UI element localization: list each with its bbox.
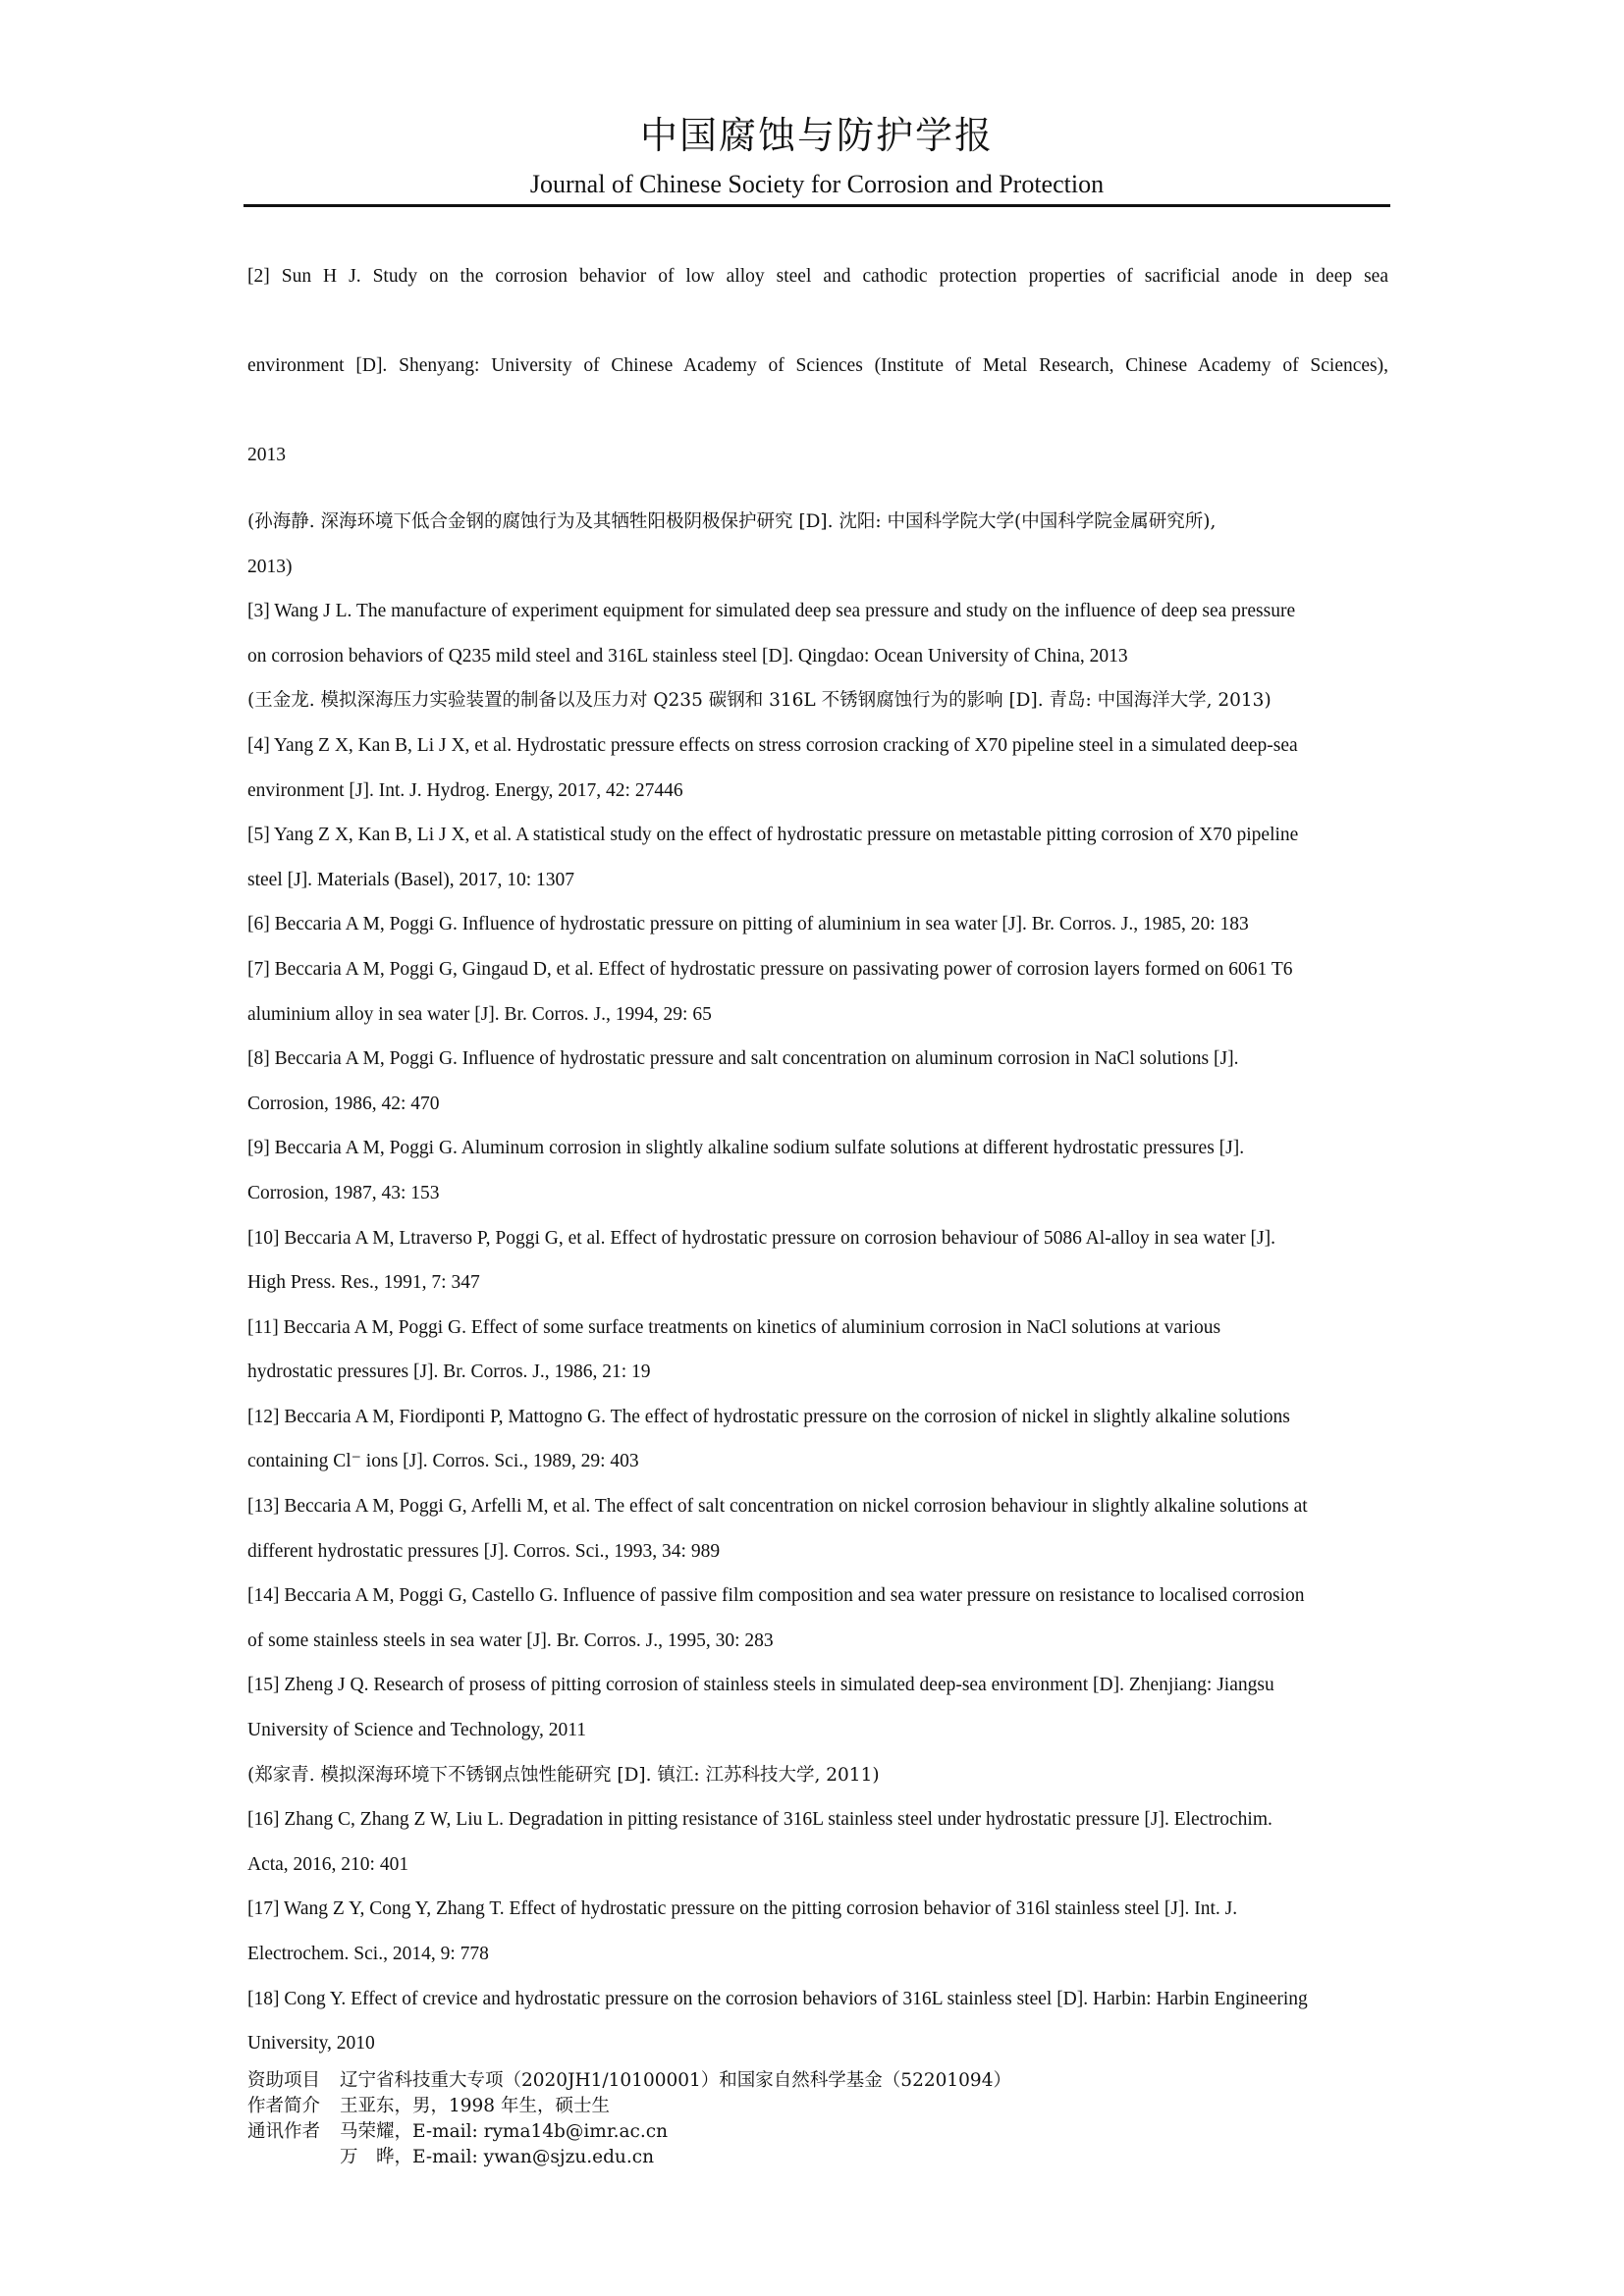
reference-list <box>247 232 1388 2066</box>
footnote-block <box>247 2068 1388 2170</box>
reference-line: [9] Beccaria A M, Poggi G. Aluminum corrosion in slightly alkaline sodium sulfate solutions at different hydrostatic pressures [J]. <box>247 1138 1245 1159</box>
reference-line: [15] Zheng J Q. Research of prosess of pitting corrosion of stainless steels in simulated deep-sea environment [D]. Zhenjiang: Jiangsu <box>247 1675 1274 1696</box>
reference-line: hydrostatic pressures [J]. Br. Corros. J., 1986, 21: 19 <box>247 1362 651 1383</box>
funding-row <box>247 2068 1388 2094</box>
reference-line: [7] Beccaria A M, Poggi G, Gingaud D, et al. Effect of hydrostatic pressure on passivating power of corrosion layers formed on 6061 T6 <box>247 958 1293 980</box>
corresponding-author-1: 马荣耀，E-mail: ryma14b@imr.ac.cn <box>340 2121 669 2142</box>
corresponding-author-2: 万 晔，E-mail: ywan@sjzu.edu.cn <box>340 2147 654 2167</box>
reference-line: of some stainless steels in sea water [J]. Br. Corros. J., 1995, 30: 283 <box>247 1629 774 1651</box>
reference-line: Corrosion, 1987, 43: 153 <box>247 1182 440 1203</box>
reference-line: steel [J]. Materials (Basel), 2017, 10: 1307 <box>247 869 575 890</box>
reference-line: [17] Wang Z Y, Cong Y, Zhang T. Effect of hydrostatic pressure on the pitting corrosion behavior of 316l stainless steel [J]. Int. J. <box>247 1898 1238 1920</box>
reference-line: Electrochem. Sci., 2014, 9: 778 <box>247 1944 489 1964</box>
author-label: 作者简介 <box>247 2096 321 2116</box>
reference-line: [11] Beccaria A M, Poggi G. Effect of some surface treatments on kinetics of aluminium corrosion in NaCl solutions at various <box>247 1316 1221 1338</box>
reference-line: environment [D]. Shenyang: University of Chinese Academy of Sciences (Institute of Metal Research, Chinese Academy of Sciences), <box>247 355 1388 376</box>
reference-line: 2013) <box>247 556 293 577</box>
reference-line: [3] Wang J L. The manufacture of experiment equipment for simulated deep sea pressure and study on the influence of deep sea pressure <box>247 601 1296 622</box>
label-spacer <box>247 2145 340 2170</box>
reference-line: on corrosion behaviors of Q235 mild steel and 316L stainless steel [D]. Qingdao: Ocean University of China, 2013 <box>247 645 1128 667</box>
reference-line: [16] Zhang C, Zhang Z W, Liu L. Degradation in pitting resistance of 316L stainless steel under hydrostatic pressure [J]. Electrochim. <box>247 1809 1272 1831</box>
reference-line: Corrosion, 1986, 42: 470 <box>247 1093 440 1114</box>
reference-line: [4] Yang Z X, Kan B, Li J X, et al. Hydrostatic pressure effects on stress corrosion cracking of X70 pipeline steel in a simulated deep-sea <box>247 734 1298 756</box>
author-row <box>247 2094 1388 2119</box>
reference-line: [8] Beccaria A M, Poggi G. Influence of hydrostatic pressure and salt concentration on aluminum corrosion in NaCl solutions [J]. <box>247 1048 1239 1070</box>
corresponding-row <box>247 2119 1388 2145</box>
reference-line: [13] Beccaria A M, Poggi G, Arfelli M, et al. The effect of salt concentration on nickel corrosion behaviour in slightly alkaline solutions at <box>247 1496 1308 1518</box>
reference-line: environment [J]. Int. J. Hydrog. Energy, 2017, 42: 27446 <box>247 779 683 801</box>
reference-line: High Press. Res., 1991, 7: 347 <box>247 1272 480 1294</box>
header-rule <box>244 204 1390 207</box>
corresponding-label: 通讯作者 <box>247 2121 321 2142</box>
journal-header <box>244 110 1390 202</box>
reference-line: [5] Yang Z X, Kan B, Li J X, et al. A statistical study on the effect of hydrostatic pressure on metastable pitting corrosion of X70 pipeline <box>247 825 1299 846</box>
funding-label: 资助项目 <box>247 2070 321 2091</box>
reference-line: [2] Sun H J. Study on the corrosion behavior of low alloy steel and cathodic protection properties of sacrificial anode in deep sea <box>247 266 1388 287</box>
reference-line: [6] Beccaria A M, Poggi G. Influence of hydrostatic pressure on pitting of aluminium in sea water [J]. Br. Corros. J., 1985, 20: 183 <box>247 914 1249 935</box>
reference-line: aluminium alloy in sea water [J]. Br. Corros. J., 1994, 29: 65 <box>247 1003 712 1025</box>
reference-line: different hydrostatic pressures [J]. Corros. Sci., 1993, 34: 989 <box>247 1540 721 1562</box>
reference-line: University, 2010 <box>247 2033 375 2055</box>
journal-title-cn: 中国腐蚀与防护学报 <box>639 114 994 157</box>
reference-line: [12] Beccaria A M, Fiordiponti P, Mattogno G. The effect of hydrostatic pressure on the corrosion of nickel in slightly alkaline solutions <box>247 1406 1290 1427</box>
reference-line: [18] Cong Y. Effect of crevice and hydrostatic pressure on the corrosion behaviors of 316L stainless steel [D]. Harbin: Harbin Engineering <box>247 1988 1308 2009</box>
author-text: 王亚东，男，1998 年生，硕士生 <box>340 2096 610 2116</box>
reference-line: (郑家青. 模拟深海环境下不锈钢点蚀性能研究 [D]. 镇江: 江苏科技大学, 2011) <box>247 1764 880 1786</box>
reference-line: Acta, 2016, 210: 401 <box>247 1853 409 1875</box>
reference-line: (孙海静. 深海环境下低合金钢的腐蚀行为及其牺牲阳极阴极保护研究 [D]. 沈阳: 中国科学院大学(中国科学院金属研究所), <box>247 511 1217 532</box>
journal-title-en: Journal of Chinese Society for Corrosion and Protection <box>529 170 1105 198</box>
reference-line: 2013 <box>247 445 286 465</box>
reference-line: University of Science and Technology, 2011 <box>247 1720 587 1741</box>
reference-line: containing Cl⁻ ions [J]. Corros. Sci., 1989, 29: 403 <box>247 1451 639 1472</box>
funding-text: 辽宁省科技重大专项（2020JH1/10100001）和国家自然科学基金（52201094） <box>340 2070 1011 2091</box>
reference-line: [10] Beccaria A M, Ltraverso P, Poggi G, et al. Effect of hydrostatic pressure on corrosion behaviour of 5086 Al-alloy in sea water [J]. <box>247 1227 1275 1249</box>
corresponding-row-2 <box>247 2145 1388 2170</box>
reference-line: [14] Beccaria A M, Poggi G, Castello G. Influence of passive film composition and sea water pressure on resistance to localised corrosion <box>247 1585 1305 1607</box>
reference-line: (王金龙. 模拟深海压力实验装置的制备以及压力对 Q235 碳钢和 316L 不锈钢腐蚀行为的影响 [D]. 青岛: 中国海洋大学, 2013) <box>247 690 1272 712</box>
